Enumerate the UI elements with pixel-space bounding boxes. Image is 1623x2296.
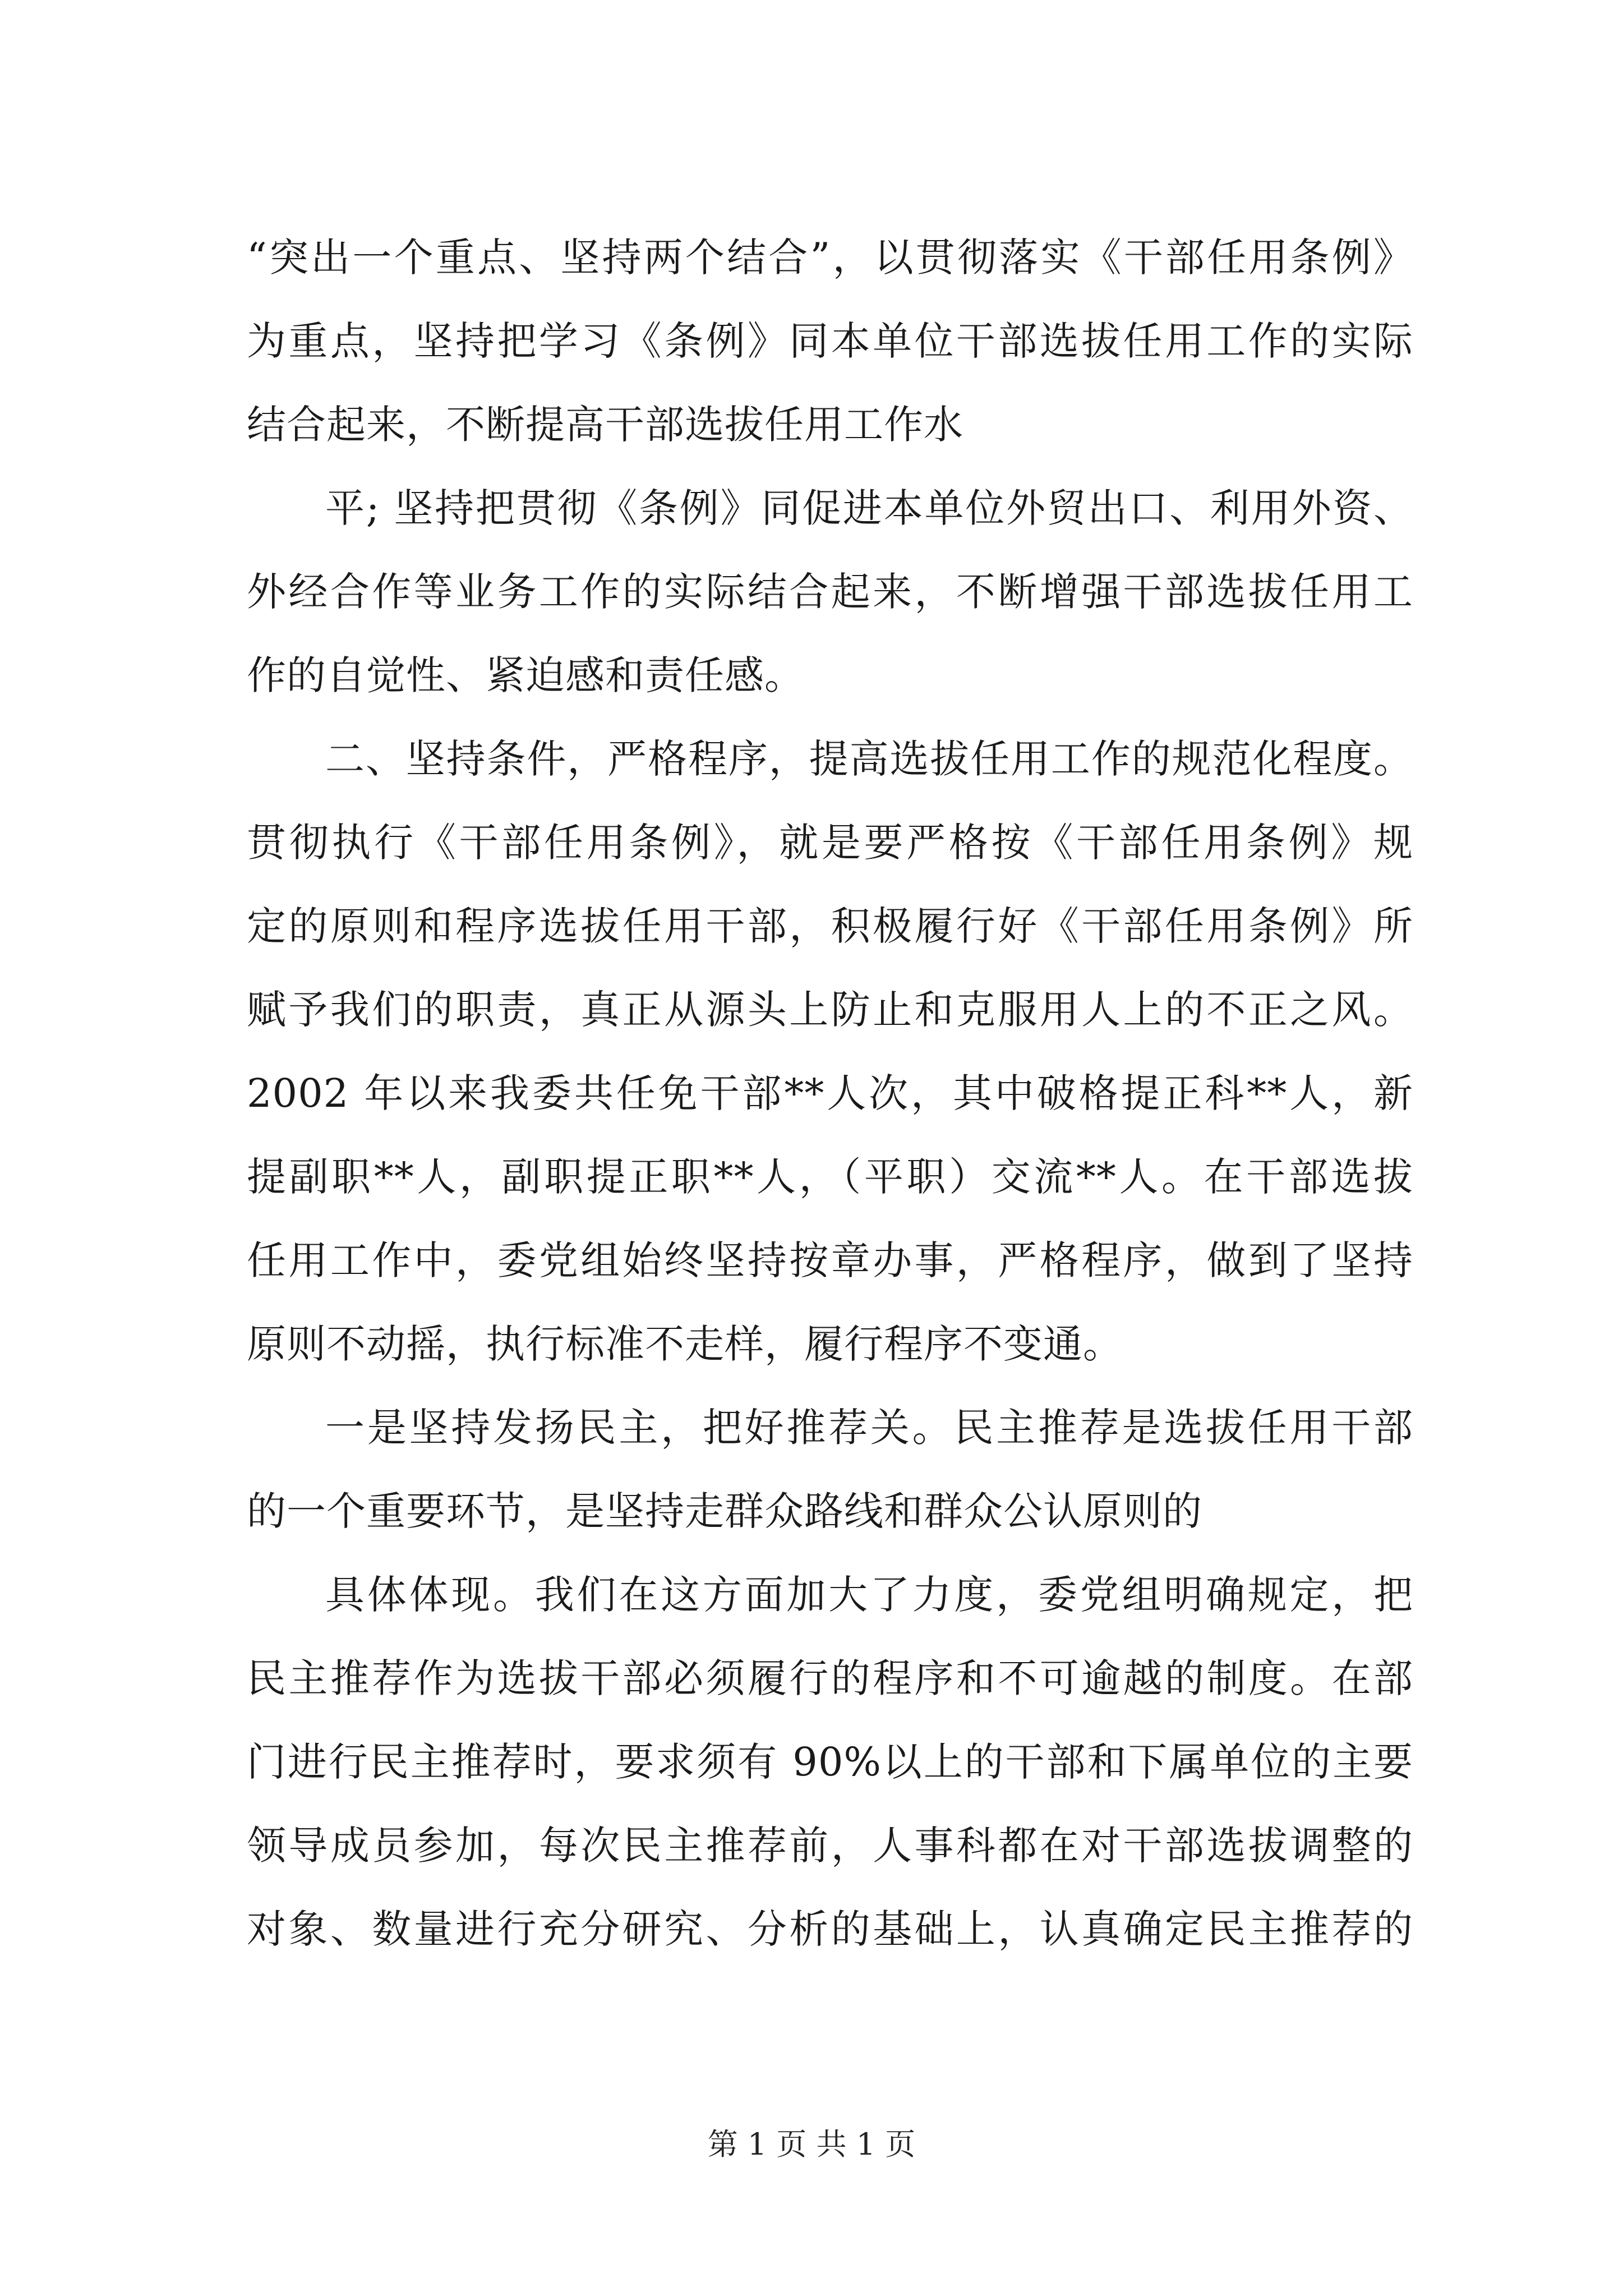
text-line: 外经合作等业务工作的实际结合起来，不断增强干部选拔任用工 [247, 569, 1413, 615]
text-line: 提副职**人，副职提正职**人，（平职）交流**人。在干部选拔 [247, 1154, 1413, 1200]
text-line: 具体体现。我们在这方面加大了力度，委党组明确规定，把 [325, 1572, 1413, 1618]
text-line: 门进行民主推荐时，要求须有 90%以上的干部和下属单位的主要 [247, 1739, 1413, 1785]
document-body [247, 216, 1413, 1971]
text-line: 作的自觉性、紧迫感和责任感。 [247, 652, 804, 698]
text-line: 贯彻执行《干部任用条例》，就是要严格按《干部任用条例》规 [247, 820, 1413, 866]
text-line: 2002 年以来我委共任免干部**人次，其中破格提正科**人，新 [247, 1070, 1413, 1116]
text-line: 结合起来，不断提高干部选拔任用工作水 [247, 402, 963, 448]
text-line: 定的原则和程序选拔任用干部，积极履行好《干部任用条例》所 [247, 903, 1413, 949]
text-line: 领导成员参加，每次民主推荐前，人事科都在对干部选拔调整的 [247, 1823, 1413, 1869]
text-line: 对象、数量进行充分研究、分析的基础上，认真确定民主推荐的 [247, 1906, 1413, 1952]
text-line: 赋予我们的职责，真正从源头上防止和克服用人上的不正之风。 [247, 987, 1413, 1033]
text-line: 二、坚持条件，严格程序，提高选拔任用工作的规范化程度。 [325, 736, 1413, 782]
text-line: 的一个重要环节，是坚持走群众路线和群众公认原则的 [247, 1488, 1202, 1534]
text-line: 任用工作中，委党组始终坚持按章办事，严格程序，做到了坚持 [247, 1237, 1413, 1283]
text-line: 原则不动摇，执行标准不走样，履行程序不变通。 [247, 1321, 1123, 1367]
page-number-footer: 第 1 页 共 1 页 [707, 2127, 916, 2162]
text-line: “突出一个重点、坚持两个结合”，以贯彻落实《干部任用条例》 [247, 234, 1413, 280]
text-line: 为重点，坚持把学习《条例》同本单位干部选拔任用工作的实际 [247, 318, 1413, 364]
text-line: 平; 坚持把贯彻《条例》同促进本单位外贸出口、利用外资、 [325, 485, 1413, 531]
text-line: 一是坚持发扬民主，把好推荐关。民主推荐是选拔任用干部 [325, 1405, 1413, 1451]
text-line: 民主推荐作为选拔干部必须履行的程序和不可逾越的制度。在部 [247, 1655, 1413, 1701]
